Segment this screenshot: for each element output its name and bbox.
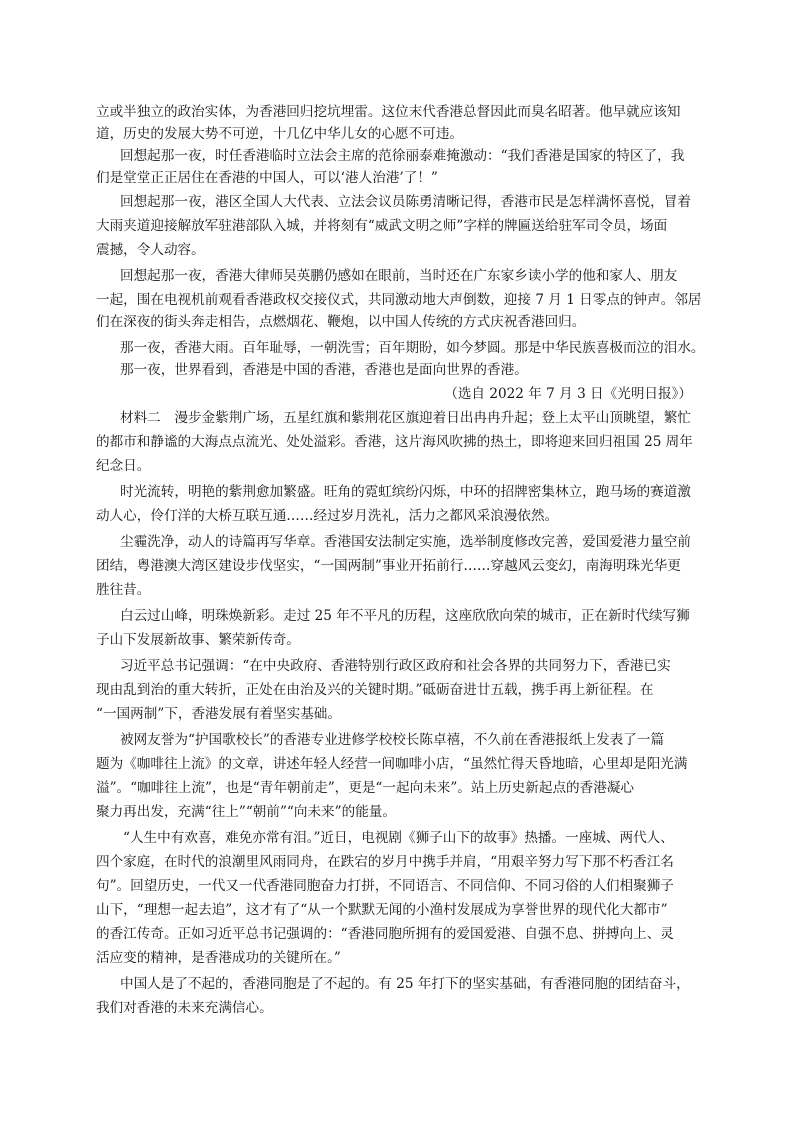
paragraph-line: 回想起那一夜，港区全国人大代表、立法会议员陈勇清晰记得，香港市民是怎样满怀喜悦，冒着 [120,194,691,210]
paragraph-line: 聚力再出发，充满“往上”“朝前”“向未来”的能量。 [96,804,396,820]
paragraph-line: 那一夜，香港大雨。百年耻辱，一朝洗雪；百年期盼，如今梦圆。那是中华民族喜极而泣的泪水。 [120,340,705,356]
source-citation: （选自 2022 年 7 月 3 日《光明日报》） [444,386,692,402]
paragraph-line: 题为《咖啡往上流》的文章，讲述年轻人经营一间咖啡小店，“虽然忙得天昏地暗，心里却是阳光满 [96,756,688,772]
paragraph-line: 团结，粤港澳大湾区建设步伐坚实，“一国两制”事业开拓前行……穿越风云变幻，南海明珠光华更 [96,558,681,574]
paragraph-line: 活应变的精神，是香港成功的关键所在。” [96,950,341,966]
paragraph-line: 时光流转，明艳的紫荆愈加繁盛。旺角的霓虹缤纷闪烁，中环的招牌密集林立，跑马场的赛道激 [120,484,691,500]
paragraph-line: 四个家庭，在时代的浪潮里风雨同舟，在跌宕的岁月中携手并肩，“用艰辛努力写下那不朽香江名 [96,854,674,870]
paragraph-line: 句”。回望历史，一代又一代香港同胞奋力打拼，不同语言、不同信仰、不同习俗的人们相聚狮子 [96,878,674,894]
paragraph-line: 立或半独立的政治实体，为香港回归挖坑埋雷。这位末代香港总督因此而臭名昭著。他早就应该知 [96,104,681,120]
paragraph-line: 我们对香港的未来充满信心。 [96,1000,273,1016]
paragraph-line: 胜往昔。 [96,582,151,598]
paragraph-line: 大雨夹道迎接解放军驻港部队入城，并将刻有“威武文明之师”字样的牌匾送给驻军司令员，场面 [96,218,668,234]
paragraph-line: 的都市和静谧的大海点点流光、处处溢彩。香港，这片海风吹拂的热土，即将迎来回归祖国 25 周年 [96,434,693,450]
paragraph-line: 们在深夜的街头奔走相告，点燃烟花、鞭炮，以中国人传统的方式庆祝香港回归。 [96,314,586,330]
paragraph-line: 子山下发展新故事、繁荣新传奇。 [96,632,300,648]
paragraph-line: 现由乱到治的重大转折，正处在由治及兴的关键时期。”砥砺奋进廿五载，携手再上新征程。在 [96,682,654,698]
paragraph-line: 尘霾洗净，动人的诗篇再写华章。香港国安法制定实施，选举制度修改完善，爱国爱港力量空前 [120,534,691,550]
paragraph-line: “一国两制”下，香港发展有着坚实基础。 [96,706,341,722]
paragraph-line: 白云过山峰，明珠焕新彩。走过 25 年不平凡的历程，这座欣欣向荣的城市，正在新时代续写狮 [120,608,690,624]
paragraph-line: 被网友誉为“护国歌校长”的香港专业进修学校校长陈卓禧，不久前在香港报纸上发表了一篇 [120,732,665,748]
paragraph-line: 中国人是了不起的，香港同胞是了不起的。有 25 年打下的坚实基础，有香港同胞的团结奋斗， [120,976,690,992]
paragraph-line: 那一夜，世界看到，香港是中国的香港，香港也是面向世界的香港。 [120,362,528,378]
paragraph-line: 道，历史的发展大势不可逆，十几亿中华儿女的心愿不可违。 [96,126,464,142]
paragraph-line: 溢”。“咖啡往上流”，也是“青年朝前走”，更是“一起向未来”。站上历史新起点的香港凝心 [96,780,635,796]
paragraph-line: 动人心，伶仃洋的大桥互联互通……经过岁月洗礼，活力之都风采浪漫依然。 [96,508,559,524]
paragraph-line: 震撼，令人动容。 [96,242,205,258]
paragraph-line: 回想起那一夜，时任香港临时立法会主席的范徐丽泰难掩激动：“我们香港是国家的特区了，我 [120,148,685,164]
paragraph-line: 纪念日。 [96,458,151,474]
section-heading-line: 材料二 漫步金紫荆广场，五星红旗和紫荆花区旗迎着日出冉冉升起；登上太平山顶眺望，繁忙 [120,410,691,426]
paragraph-line: 一起，围在电视机前观看香港政权交接仪式，共同激动地大声倒数，迎接 7 月 1 日零点的钟声。邻居 [96,292,702,308]
paragraph-line: “人生中有欢喜，难免亦常有泪。”近日，电视剧《狮子山下的故事》热播。一座城、两代人、 [123,830,674,846]
paragraph-line: 的香江传奇。正如习近平总书记强调的：“香港同胞所拥有的爱国爱港、自强不息、拼搏向上、灵 [96,926,674,942]
paragraph-line: 习近平总书记强调：“在中央政府、香港特别行政区政府和社会各界的共同努力下，香港已实 [120,658,671,674]
paragraph-line: 们是堂堂正正居住在香港的中国人，可以‘港人治港’了！” [96,170,438,186]
paragraph-line: 山下，“理想一起去追”，这才有了“从一个默默无闻的小渔村发展成为享誉世界的现代化大都市” [96,902,668,918]
paragraph-line: 回想起那一夜，香港大律师吴英鹏仍感如在眼前，当时还在广东家乡读小学的他和家人、朋友 [120,268,678,284]
